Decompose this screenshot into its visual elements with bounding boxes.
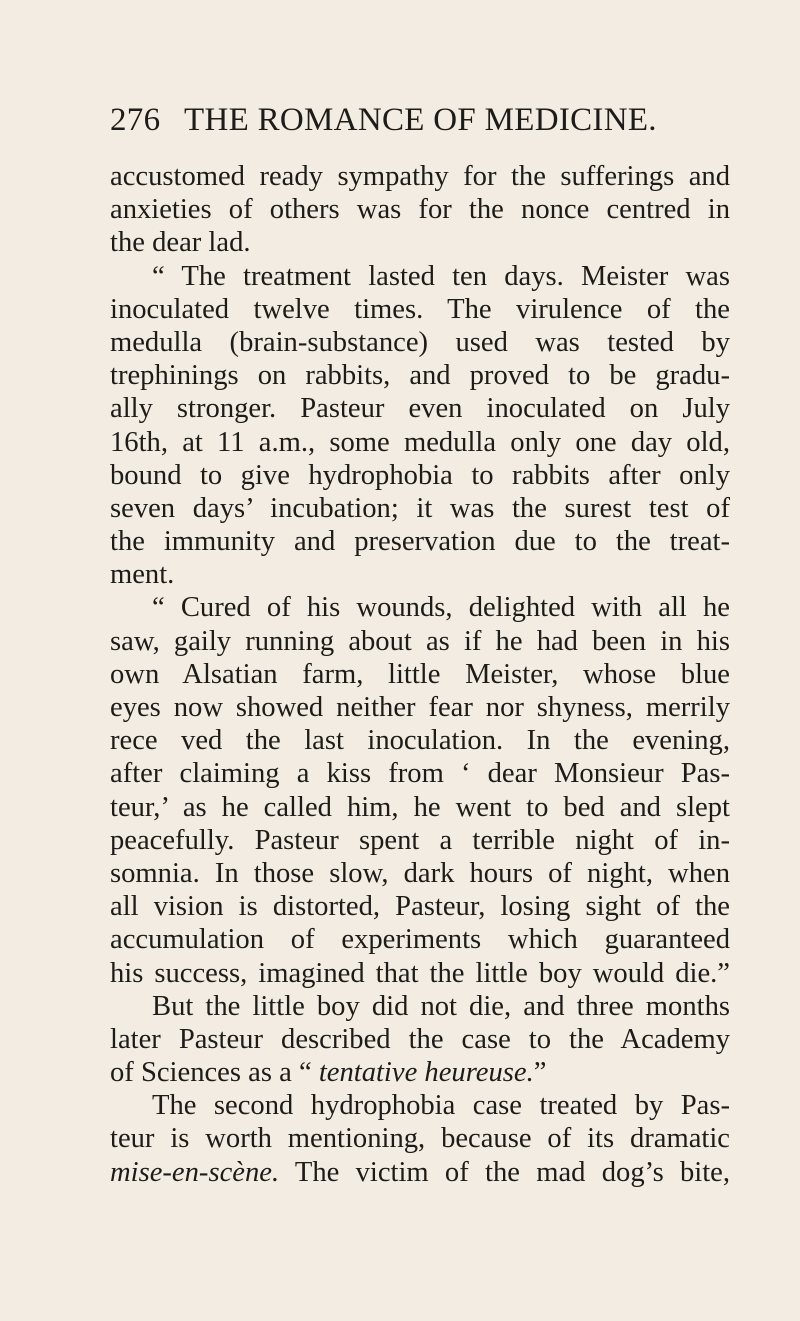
text-line <box>110 1056 730 1089</box>
text-line: somnia. In those slow, dark hours of night, when <box>110 857 730 889</box>
text-line: The second hydrophobia case treated by Pas- <box>152 1090 730 1122</box>
text-line: the dear lad. <box>110 227 251 259</box>
text-line: his success, imagined that the little boy would die.” <box>110 957 730 989</box>
text-line: after claiming a kiss from ‘ dear Monsieur Pas- <box>110 758 730 790</box>
text-line: seven days’ incubation; it was the surest test of <box>110 492 730 524</box>
text-line: trephinings on rabbits, and proved to be gradu- <box>110 360 730 392</box>
running-head <box>110 100 730 140</box>
text-line: “ Cured of his wounds, delighted with all he <box>152 592 730 624</box>
text-line: ment. <box>110 559 175 591</box>
text-line: saw, gaily running about as if he had been in his <box>110 625 730 657</box>
text-roman: ” <box>533 1057 547 1089</box>
text-line: own Alsatian farm, little Meister, whose blue <box>110 658 730 690</box>
text-line: inoculated twelve times. The virulence of the <box>110 293 730 325</box>
text-line <box>110 1156 730 1189</box>
text-line: accustomed ready sympathy for the sufferings and <box>110 161 730 192</box>
text-line: all vision is distorted, Pasteur, losing sight of the <box>110 891 730 923</box>
text-line: accumulation of experiments which guaranteed <box>110 924 730 956</box>
body-text <box>110 160 730 1189</box>
text-line: bound to give hydrophobia to rabbits after only <box>110 459 730 491</box>
text-line: peacefully. Pasteur spent a terrible night of in- <box>110 824 730 856</box>
text-line: eyes now showed neither fear nor shyness, merrily <box>110 692 730 723</box>
text-roman: The victim of the mad dog’s bite, <box>279 1156 730 1188</box>
text-line: teur is worth mentioning, because of its dramatic <box>110 1123 730 1155</box>
italic-phrase: tentative heureuse. <box>318 1057 534 1089</box>
text-line: anxieties of others was for the nonce centred in <box>110 194 730 226</box>
text-line: But the little boy did not die, and three months <box>152 990 730 1022</box>
text-line: medulla (brain-substance) used was tested by <box>110 326 730 358</box>
text-roman: of Sciences as a “ <box>110 1057 319 1089</box>
page-number: 276 <box>110 102 161 138</box>
text-line: rece ved the last inoculation. In the evening, <box>110 725 730 757</box>
italic-phrase: mise-en-scène. <box>110 1156 280 1188</box>
text-line: the immunity and preservation due to the treat- <box>110 526 730 558</box>
text-line: teur,’ as he called him, he went to bed and slept <box>110 791 730 823</box>
text-line: “ The treatment lasted ten days. Meister was <box>152 260 730 292</box>
text-line: later Pasteur described the case to the Academy <box>110 1023 730 1055</box>
running-title: THE ROMANCE OF MEDICINE. <box>184 102 657 138</box>
text-line: ally stronger. Pasteur even inoculated on July <box>110 393 730 425</box>
text-line: 16th, at 11 a.m., some medulla only one day old, <box>110 426 730 458</box>
